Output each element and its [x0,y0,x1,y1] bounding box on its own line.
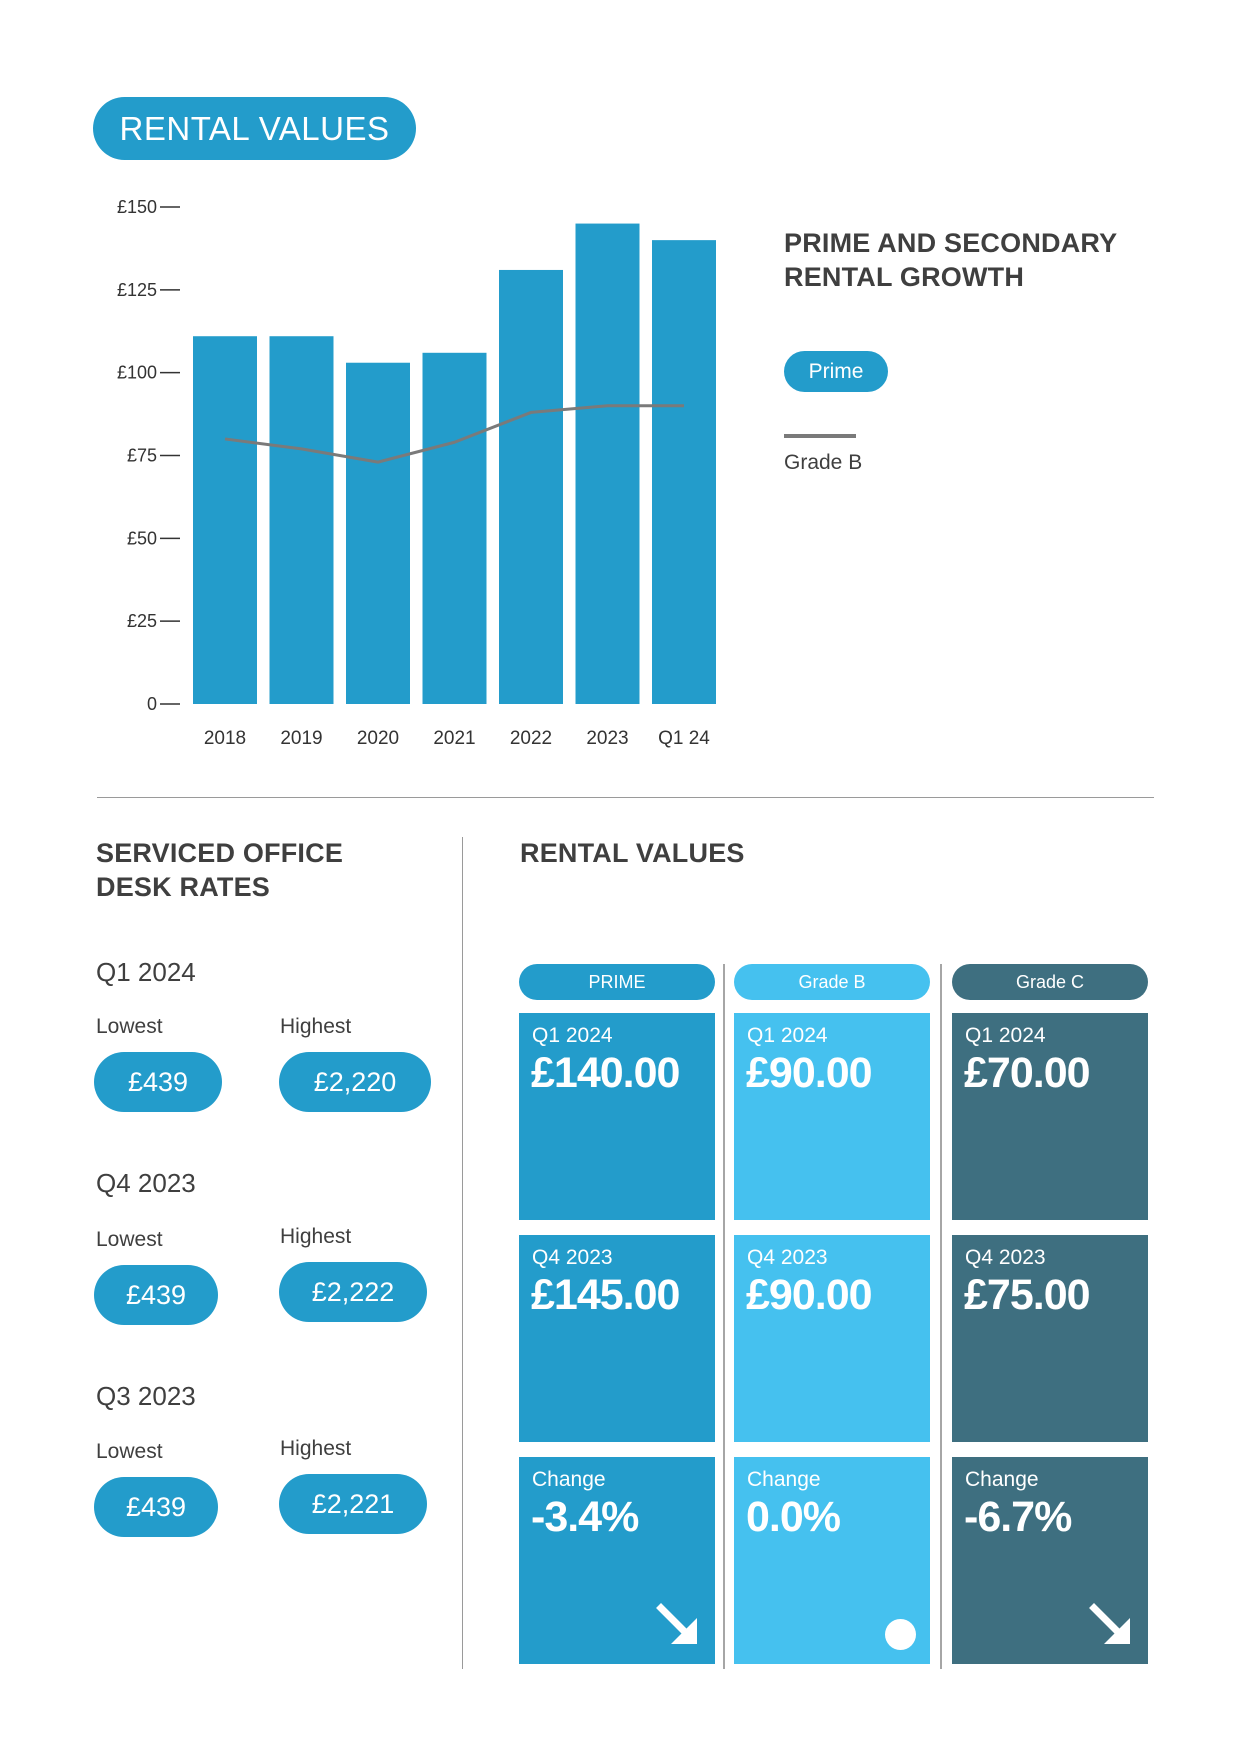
highest-label: Highest [280,1437,352,1460]
bar-2020 [346,363,410,704]
highest-rate: £2,220 [279,1052,431,1112]
x-tick-label: 2020 [356,728,400,749]
x-tick-label: 2022 [509,728,553,749]
y-tick-label: 0 [146,694,157,714]
tile-grade-b-change [734,1457,930,1664]
serviced-title-line2: DESK RATES [96,872,271,902]
no-change-dot-icon [885,1619,916,1650]
tile-label: Change [532,1468,606,1491]
tile-prime-q1 [519,1013,715,1220]
bar-q1-24 [652,240,716,704]
lowest-rate: £439 [94,1265,218,1325]
tile-value: £75.00 [964,1271,1090,1319]
tile-value: 0.0% [746,1493,841,1541]
period-label: Q3 2023 [96,1381,196,1411]
y-tick-label: £100 [116,362,157,383]
column-separator [940,964,942,1669]
tile-grade-c-q4 [952,1235,1148,1442]
column-separator [723,964,725,1669]
tile-value: £90.00 [746,1271,872,1319]
y-tick-label: £150 [116,197,157,217]
column-header-grade-b: Grade B [734,964,930,1000]
x-tick-label: Q1 24 [658,728,710,749]
down-arrow-icon [1088,1602,1134,1648]
y-tick-label: £25 [126,611,157,632]
serviced-title-line1: SERVICED OFFICE [96,838,344,868]
bar-2018 [193,336,257,704]
column-header-grade-c: Grade C [952,964,1148,1000]
tile-value: -3.4% [531,1493,639,1541]
lowest-rate: £439 [94,1477,218,1537]
period-label: Q4 2023 [96,1168,196,1198]
y-tick-label: £75 [126,445,157,466]
tile-value: £70.00 [964,1049,1090,1097]
tile-label: Q1 2024 [747,1024,828,1047]
tile-prime-q4 [519,1235,715,1442]
highest-label: Highest [280,1225,352,1248]
lowest-label: Lowest [96,1440,163,1463]
bar-2023 [576,224,640,704]
page-title: RENTAL VALUES [93,97,416,160]
x-tick-label: 2019 [280,728,323,749]
lowest-label: Lowest [96,1015,163,1038]
lowest-label: Lowest [96,1228,163,1251]
rental-growth-chart [0,0,760,780]
legend-grade-b: Grade B [784,451,863,474]
legend-prime: Prime [784,351,888,392]
tile-label: Q4 2023 [747,1246,828,1269]
serviced-title [96,836,343,904]
tile-label: Change [747,1468,821,1491]
tile-value: £140.00 [531,1049,680,1097]
y-tick-label: £125 [116,279,157,300]
tile-label: Q1 2024 [965,1024,1046,1047]
tile-grade-c-change [952,1457,1148,1664]
column-divider [462,837,463,1669]
down-arrow-icon [655,1602,701,1648]
highest-rate: £2,221 [279,1474,427,1534]
column-header-prime: PRIME [519,964,715,1000]
y-tick-label: £50 [126,528,157,549]
bar-2019 [270,336,334,704]
highest-rate: £2,222 [279,1262,427,1322]
tile-label: Q4 2023 [965,1246,1046,1269]
tile-label: Q1 2024 [532,1024,613,1047]
tile-label: Q4 2023 [532,1246,613,1269]
legend-grade-b-line [784,434,856,438]
lowest-rate: £439 [94,1052,222,1112]
highest-label: Highest [280,1015,352,1038]
tile-value: -6.7% [964,1493,1072,1541]
tile-prime-change [519,1457,715,1664]
tile-label: Change [965,1468,1039,1491]
tile-value: £145.00 [531,1271,680,1319]
tile-grade-b-q1 [734,1013,930,1220]
x-tick-label: 2021 [433,728,476,749]
x-tick-label: 2023 [586,728,629,749]
tile-grade-c-q1 [952,1013,1148,1220]
tile-value: £90.00 [746,1049,872,1097]
rental-values-title: RENTAL VALUES [520,838,745,868]
period-label: Q1 2024 [96,957,196,987]
bar-2022 [499,270,563,704]
x-tick-label: 2018 [203,728,247,749]
section-divider [97,797,1154,798]
tile-grade-b-q4 [734,1235,930,1442]
bar-2021 [423,353,487,704]
chart-title: PRIME AND SECONDARY RENTAL GROWTH [784,228,1117,292]
